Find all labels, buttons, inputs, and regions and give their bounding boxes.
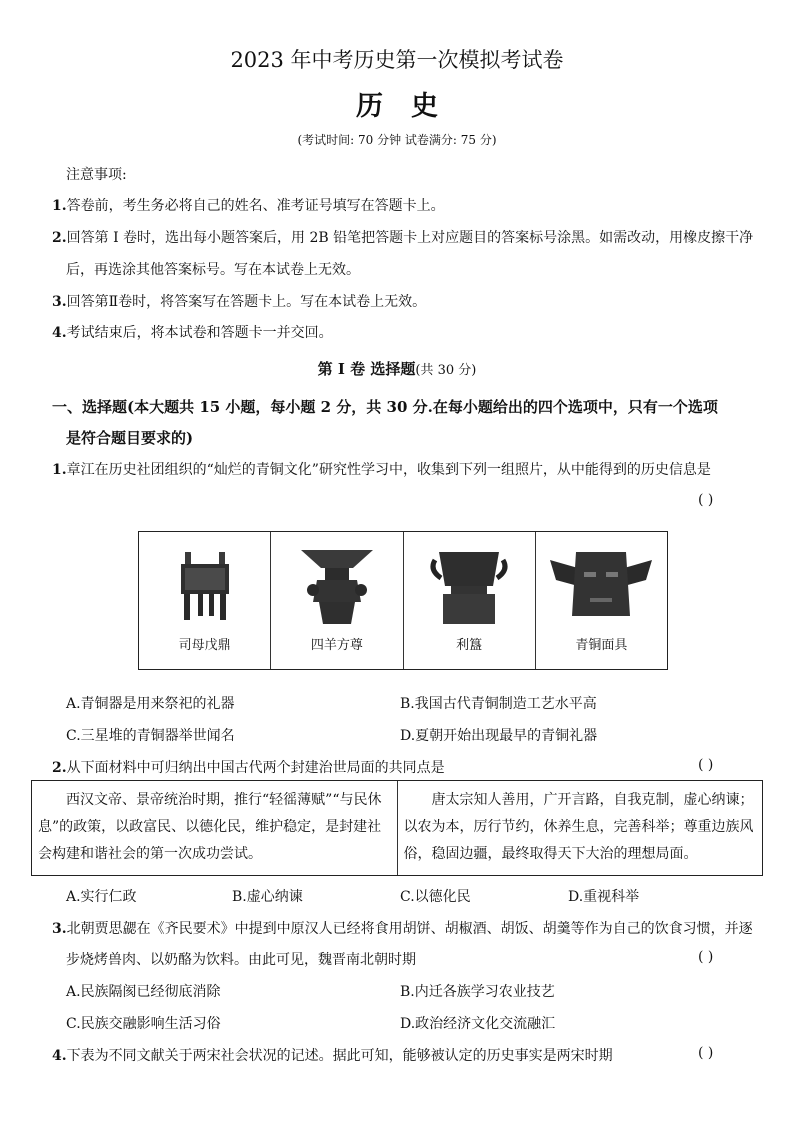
ding-vessel-icon	[175, 546, 235, 626]
question-number: 2.	[52, 760, 67, 776]
section-heading-main: 第 I 卷 选择题	[317, 360, 416, 378]
question-number: 4.	[52, 1048, 67, 1064]
part-instructions-line2: 是符合题目要求的)	[66, 429, 194, 447]
option-d: D.夏朝开始出现最早的青铜礼器	[400, 728, 598, 744]
notice-item-number: 4.	[52, 325, 67, 341]
notice-item-text: 回答第 I 卷时，选出每小题答案后，用 2B 铅笔把答题卡上对应题目的答案标号涂黑。如需改动，用橡皮擦干净	[66, 230, 754, 246]
material-table	[31, 780, 763, 876]
answer-paren: ( )	[698, 949, 714, 965]
question-text: 下表为不同文献关于两宋社会状况的记述。据此可知，能够被认定的历史事实是两宋时期	[66, 1048, 613, 1064]
question-text: 北朝贾思勰在《齐民要术》中提到中原汉人已经将食用胡饼、胡椒酒、胡饭、胡羹等作为自己的饮食习惯，并逐	[66, 921, 753, 937]
image-cell	[271, 532, 403, 669]
bronze-mask-icon	[546, 546, 656, 628]
material-right	[398, 781, 763, 875]
notice-item	[52, 322, 333, 342]
notice-item-text: 回答第Ⅱ卷时，将答案写在答题卡上。写在本试卷上无效。	[66, 294, 427, 310]
gui-vessel-icon	[429, 546, 509, 628]
question-4	[52, 1045, 613, 1065]
question-3	[52, 918, 753, 938]
subject-title: 历史	[356, 91, 466, 122]
notice-item-number: 1.	[52, 198, 67, 214]
answer-paren: ( )	[698, 1045, 714, 1061]
notice-heading: 注意事项:	[66, 167, 127, 183]
exam-title: 2023 年中考历史第一次模拟考试卷	[230, 48, 564, 72]
material-left	[32, 781, 398, 875]
option-a: A.民族隔阂已经彻底消除	[66, 984, 221, 1000]
exam-info: (考试时间: 70 分钟 试卷满分: 75 分)	[297, 133, 497, 147]
question-text: 从下面材料中可归纳出中国古代两个封建治世局面的共同点是	[66, 760, 445, 776]
section-heading-score: (共 30 分)	[415, 363, 477, 378]
option-c: C.民族交融影响生活习俗	[66, 1016, 221, 1032]
notice-item	[52, 227, 753, 247]
option-d: D.政治经济文化交流融汇	[400, 1016, 556, 1032]
notice-item-continuation: 后，再选涂其他答案标号。写在本试卷上无效。	[66, 262, 360, 278]
option-b: B.我国古代青铜制造工艺水平高	[400, 696, 597, 712]
bronze-image-table	[138, 531, 668, 670]
option-c: C.以德化民	[400, 889, 471, 905]
image-caption: 利簋	[456, 638, 483, 653]
option-b: B.内迁各族学习农业技艺	[400, 984, 555, 1000]
notice-item-number: 2.	[52, 230, 67, 246]
question-1	[52, 459, 711, 479]
notice-item	[52, 195, 445, 215]
option-d: D.重视科举	[568, 889, 640, 905]
notice-item	[52, 291, 426, 311]
image-cell	[536, 532, 667, 669]
part-instructions-line1: 一、选择题(本大题共 15 小题，每小题 2 分，共 30 分.在每小题给出的四个选项中，只有一个选项	[52, 398, 718, 416]
section-heading	[0, 358, 794, 379]
image-caption: 四羊方尊	[310, 638, 363, 653]
option-a: A.青铜器是用来祭祀的礼器	[66, 696, 235, 712]
question-number: 1.	[52, 462, 67, 478]
image-caption: 青铜面具	[575, 638, 628, 653]
option-c: C.三星堆的青铜器举世闻名	[66, 728, 235, 744]
notice-item-number: 3.	[52, 294, 67, 310]
image-caption: 司母戊鼎	[178, 638, 231, 653]
option-b: B.虚心纳谏	[232, 889, 303, 905]
question-number: 3.	[52, 921, 67, 937]
question-text: 章江在历史社团组织的“灿烂的青铜文化”研究性学习中，收集到下列一组照片，从中能得到的历史信息是	[66, 462, 711, 478]
notice-item-text: 考试结束后，将本试卷和答题卡一并交回。	[66, 325, 333, 341]
answer-paren: ( )	[698, 492, 714, 508]
question-text-continuation: 步烧烤兽肉、以奶酪为饮料。由此可见，魏晋南北朝时期	[66, 952, 416, 968]
answer-paren: ( )	[698, 757, 714, 773]
option-a: A.实行仁政	[66, 889, 137, 905]
image-cell	[404, 532, 536, 669]
material-left-text: 西汉文帝、景帝统治时期，推行“轻徭薄赋”“与民休息”的政策，以政富民、以德化民，维护稳定，是封建社会构建和谐社会的第一次成功尝试。	[38, 792, 382, 862]
material-right-text: 唐太宗知人善用，广开言路，自我克制，虚心纳谏；以农为本，厉行节约，休养生息，完善科举；尊重边族风俗，稳固边疆，最终取得天下大治的理想局面。	[403, 792, 754, 862]
zun-vessel-icon	[297, 546, 377, 628]
notice-item-text: 答卷前，考生务必将自己的姓名、准考证号填写在答题卡上。	[66, 198, 445, 214]
image-cell	[139, 532, 271, 669]
question-2	[52, 757, 445, 777]
